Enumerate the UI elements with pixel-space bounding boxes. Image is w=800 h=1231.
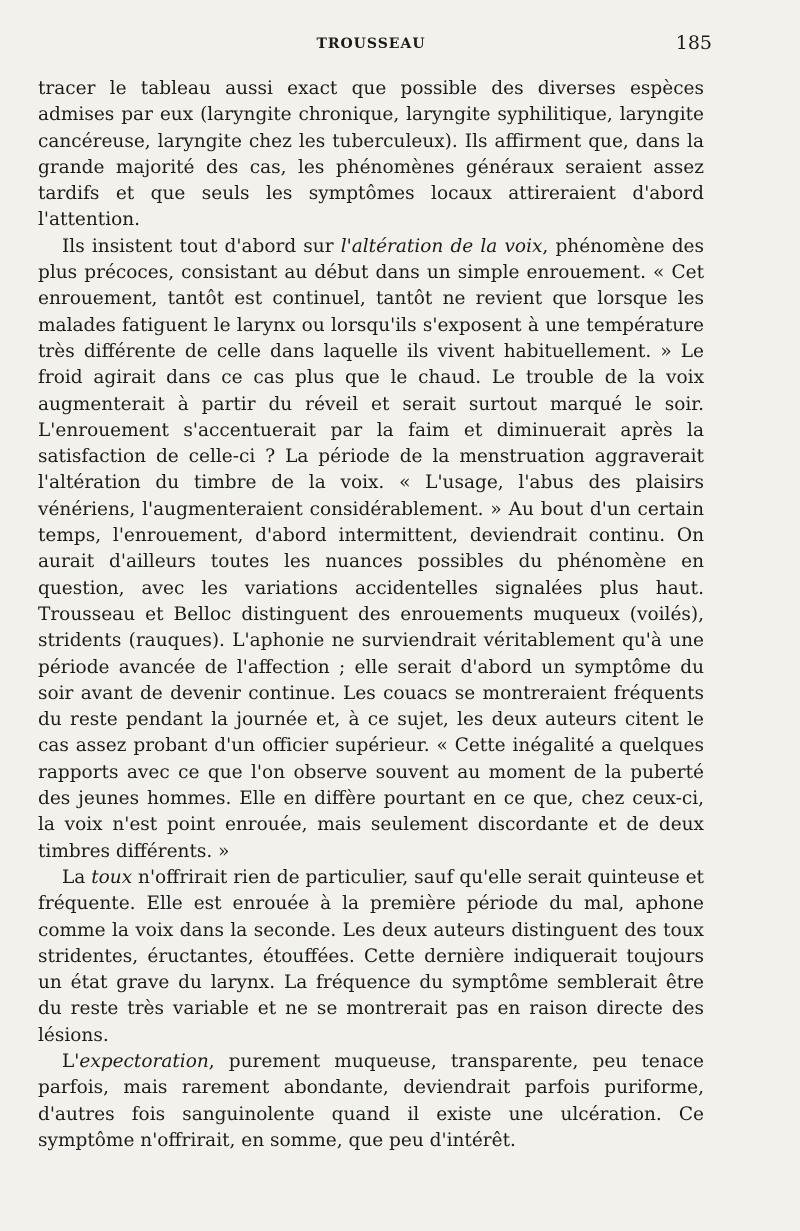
paragraph-text-after: , purement muqueuse, transparente, peu tenace parfois, mais rarement abondante, deviendrait parfois puriforme, d'autres fois sanguinolente quand il existe une ulcération. Ce symptôme n'offrirait, en somme, que peu d'intérêt. (38, 1050, 704, 1151)
emphasis-toux: toux (91, 866, 133, 888)
running-title: TROUSSEAU (316, 36, 426, 52)
paragraph-text-before: L' (62, 1050, 80, 1072)
paragraph-3 (38, 865, 704, 1049)
body-text (38, 76, 704, 1154)
paragraph-text-before: Ils insistent tout d'abord sur (62, 235, 341, 257)
paragraph-2 (38, 234, 704, 865)
page-number: 185 (675, 32, 712, 54)
paragraph-1 (38, 76, 704, 234)
paragraph-text-after: n'offrirait rien de particulier, sauf qu'elle serait quinteuse et fréquente. Elle est enrouée à la première période du mal, aphone comme la voix dans la seconde. Les deux auteurs distinguent des toux stridentes, éructantes, étouffées. Cette dernière indiquerait toujours un état grave du larynx. La fréquence du symptôme semblerait être du reste très variable et ne se montrerait pas en raison directe des lésions. (38, 866, 704, 1046)
emphasis-alteration-voix: l'altération de la voix (340, 235, 543, 257)
running-head (38, 30, 712, 64)
emphasis-expectoration: expectoration (79, 1050, 209, 1072)
paragraph-text-after: , phénomène des plus précoces, consistant au début dans un simple enrouement. « Cet enrouement, tantôt est continuel, tantôt ne revient que lorsque les malades fatiguent le larynx ou lorsqu'ils s'exposent à une température très différente de celle dans laquelle ils vivent habituellement. » Le froid agirait dans ce cas plus que le chaud. Le trouble de la voix augmenterait à partir du réveil et serait surtout marqué le soir. L'enrouement s'accentuerait par la faim et diminuerait après la satisfaction de celle-ci ? La période de la menstruation aggraverait l'altération du timbre de la voix. « L'usage, l'abus des plaisirs vénériens, l'augmenteraient considérablement. » Au bout d'un certain temps, l'enrouement, d'abord intermittent, deviendrait continu. On aurait d'ailleurs toutes les nuances possibles du phénomène en question, avec les variations accidentelles signalées plus haut. Trousseau et Belloc distinguent des enrouements muqueux (voilés), stridents (rauques). L'aphonie ne surviendrait véritablement qu'à une période avancée de l'affection ; elle serait d'abord un symptôme du soir avant de devenir continue. Les couacs se montreraient fréquents du reste pendant la journée et, à ce sujet, les deux auteurs citent le cas assez probant d'un officier supérieur. « Cette inégalité a quelques rapports avec ce que l'on observe souvent au moment de la puberté des jeunes hommes. Elle en diffère pourtant en ce que, chez ceux-ci, la voix n'est point enrouée, mais seulement discordante et de deux timbres différents. » (38, 235, 704, 862)
paragraph-4 (38, 1049, 704, 1154)
paragraph-text: tracer le tableau aussi exact que possible des diverses espèces admises par eux (laryngite chronique, laryngite syphilitique, laryngite cancéreuse, laryngite chez les tuberculeux). Ils affirment que, dans la grande majorité des cas, les phénomènes généraux seraient assez tardifs et que seuls les symptômes locaux attireraient d'abord l'attention. (38, 78, 704, 231)
paragraph-text-before: La (62, 866, 92, 888)
